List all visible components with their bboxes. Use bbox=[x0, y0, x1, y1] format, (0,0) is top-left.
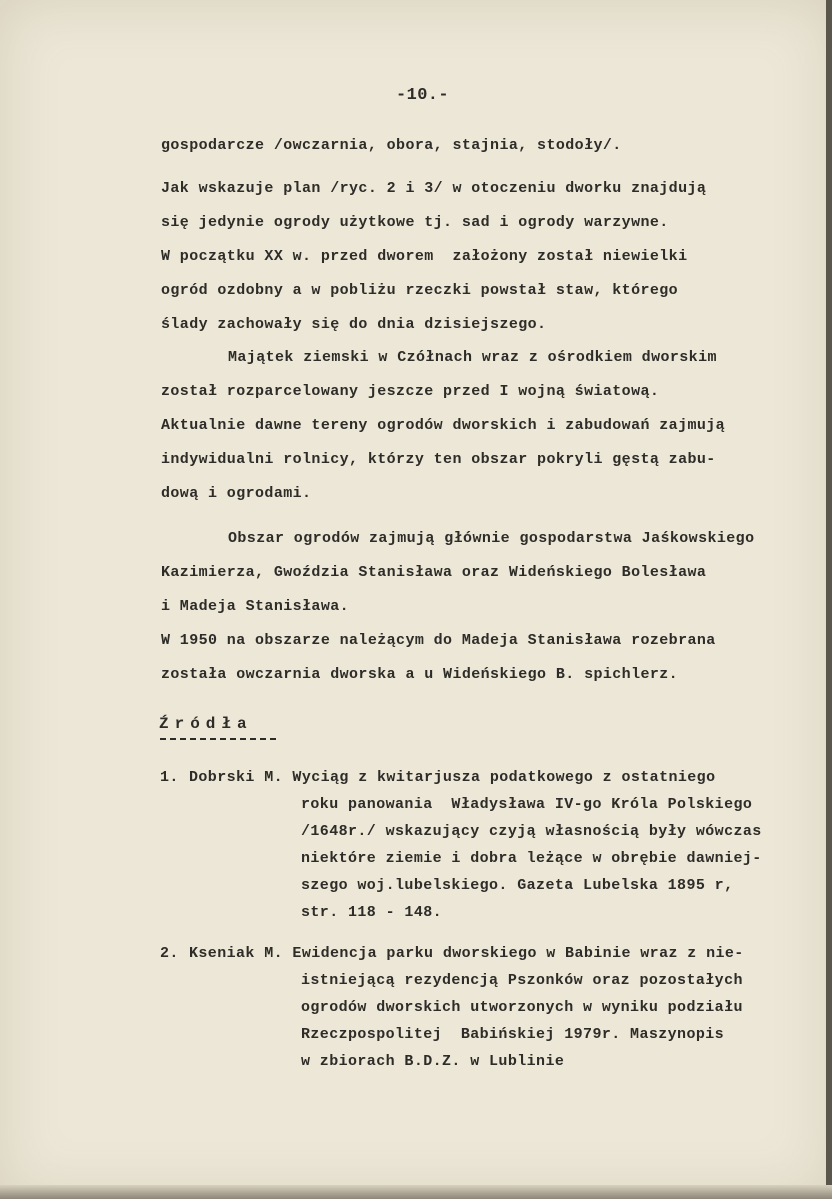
source-line: /1648r./ wskazujący czyją własnością były wówczas bbox=[301, 823, 762, 840]
text-line: ogród ozdobny a w pobliżu rzeczki powstał staw, którego bbox=[161, 282, 679, 299]
text-line: W 1950 na obszarze należącym do Madeja Stanisława rozebrana bbox=[161, 632, 716, 649]
text-line: się jedynie ogrody użytkowe tj. sad i ogrody warzywne. bbox=[161, 214, 669, 231]
source-line: szego woj.lubelskiego. Gazeta Lubelska 1895 r, bbox=[301, 877, 734, 894]
source-line: Rzeczpospolitej Babińskiej 1979r. Maszynopis bbox=[301, 1026, 725, 1043]
text-line: została owczarnia dworska a u Wideńskiego B. spichlerz. bbox=[161, 666, 679, 683]
text-line: Majątek ziemski w Czółnach wraz z ośrodkiem dworskim bbox=[228, 349, 717, 366]
source-first-line: Kseniak M. Ewidencja parku dworskiego w Babinie wraz z nie- bbox=[189, 945, 744, 962]
text-line: indywidualni rolnicy, którzy ten obszar pokryli gęstą zabu- bbox=[161, 451, 716, 468]
text-line: Aktualnie dawne tereny ogrodów dworskich i zabudowań zajmują bbox=[161, 417, 726, 434]
text-line: i Madeja Stanisława. bbox=[161, 598, 350, 615]
text-line: dową i ogrodami. bbox=[161, 485, 312, 502]
text-line: Jak wskazuje plan /ryc. 2 i 3/ w otoczeniu dworku znajdują bbox=[161, 180, 707, 197]
page-number: -10.- bbox=[396, 86, 450, 105]
source-line: roku panowania Władysława IV-go Króla Polskiego bbox=[301, 796, 753, 813]
text-line: gospodarcze /owczarnia, obora, stajnia, stodoły/. bbox=[161, 137, 622, 154]
text-line: ślady zachowały się do dnia dzisiejszego. bbox=[161, 316, 547, 333]
source-number: 2. bbox=[160, 945, 179, 962]
heading-underline bbox=[160, 738, 276, 740]
text-line: został rozparcelowany jeszcze przed I wojną światową. bbox=[161, 383, 660, 400]
source-line: w zbiorach B.D.Z. w Lublinie bbox=[301, 1053, 565, 1070]
source-first-line: Dobrski M. Wyciąg z kwitarjusza podatkowego z ostatniego bbox=[189, 769, 716, 786]
source-line: istniejącą rezydencją Pszonków oraz pozostałych bbox=[301, 972, 743, 989]
source-line: ogrodów dworskich utworzonych w wyniku podziału bbox=[301, 999, 743, 1016]
sources-heading: Źródła bbox=[159, 715, 253, 733]
text-line: W początku XX w. przed dworem założony został niewielki bbox=[161, 248, 688, 265]
text-line: Obszar ogrodów zajmują głównie gospodarstwa Jaśkowskiego bbox=[228, 530, 755, 547]
source-line: niektóre ziemie i dobra leżące w obrębie dawniej- bbox=[301, 850, 762, 867]
source-line: str. 118 - 148. bbox=[301, 904, 443, 921]
source-number: 1. bbox=[160, 769, 179, 786]
text-line: Kazimierza, Gwoździa Stanisława oraz Wideńskiego Bolesława bbox=[161, 564, 707, 581]
